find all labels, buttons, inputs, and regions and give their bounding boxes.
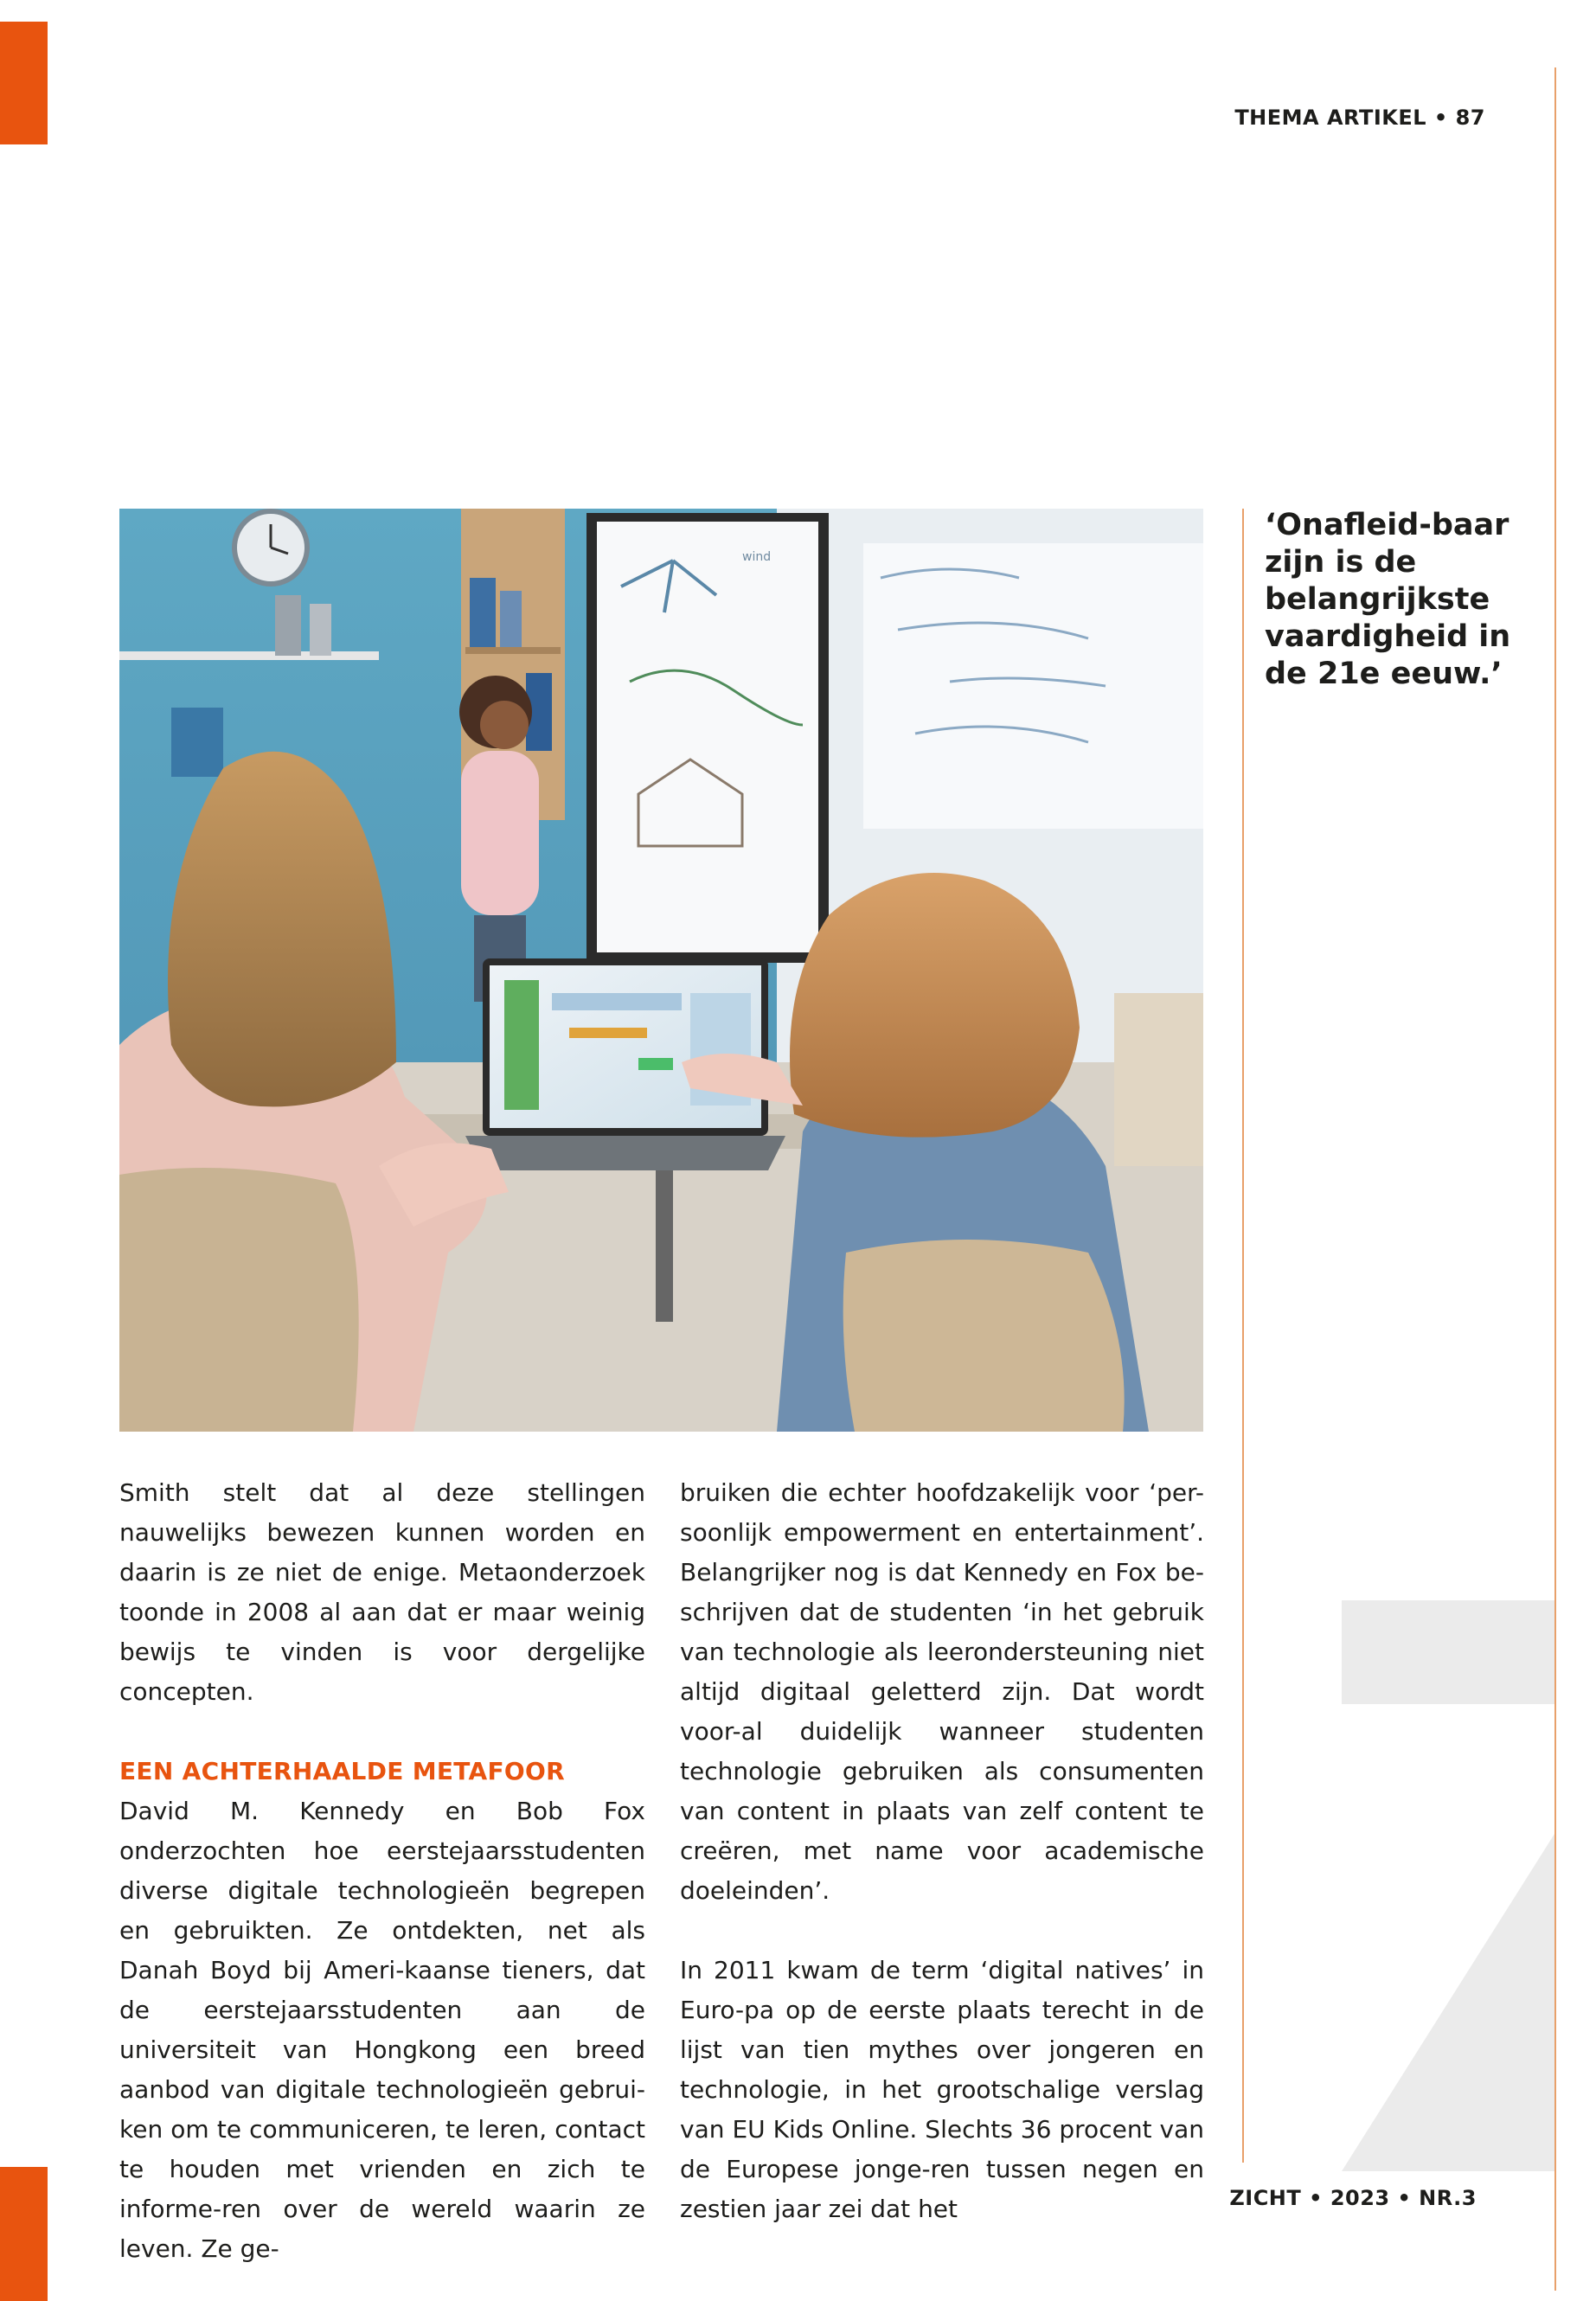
- accent-bar-bottom: [0, 2167, 48, 2301]
- margin-rule: [1554, 67, 1556, 2291]
- paragraph: In 2011 kwam de term ‘digital natives’ in Euro-pa op de eerste plaats terecht in de lijst van tien mythes over jongeren en technologie, in het grootschalige verslag van EU Kids Online. Slechts 36 procent van de Europese jonge-ren tussen negen en zestien jaar zei dat het: [680, 1956, 1204, 2223]
- article-column-left: [119, 1473, 645, 2269]
- paragraph: Smith stelt dat al deze stellingen nauwelijks bewezen kunnen worden en daarin is ze niet de enige. Metaonderzoek toonde in 2008 al aan dat er maar weinig bewijs te vinden is voor dergelijke concepten.: [119, 1478, 645, 1706]
- pull-quote-rule: [1242, 509, 1244, 2163]
- svg-text:wind: wind: [742, 550, 772, 564]
- paragraph: David M. Kennedy en Bob Fox onderzochten hoe eerstejaarsstudenten diverse digitale technologieën begrepen en gebruikten. Ze ontdekten, net als Danah Boyd bij Ameri-kaanse tieners, dat de eerstejaarsstudenten aan de universiteit van Hongkong een breed aanbod van digitale technologieën gebrui-ken om te communiceren, te leren, contact te houden met vrienden en zich te informe-ren over de wereld waarin ze leven. Ze ge-: [119, 1797, 645, 2263]
- article-column-right: [680, 1473, 1204, 2229]
- section-subheading: EEN ACHTERHAALDE METAFOOR: [119, 1757, 565, 1785]
- pull-quote: ‘Onafleid-baar zijn is de belangrijkste vaardigheid in de 21e eeuw.’: [1265, 508, 1511, 691]
- classroom-photo: [119, 509, 1203, 1432]
- decorative-seven-graphic: [1342, 1600, 1554, 2171]
- running-head: THEMA ARTIKEL • 87: [1234, 106, 1485, 130]
- paragraph: bruiken die echter hoofdzakelijk voor ‘per-soonlijk empowerment en entertainment’. Belangrijker nog is dat Kennedy en Fox be-schrijven dat de studenten ‘in het gebruik van technologie als leerondersteuning niet altijd digitaal geletterd zijn. Dat wordt voor-al duidelijk wanneer studenten technologie gebruiken als consumenten van content in plaats van zelf content te creëren, met name voor academische doeleinden’.: [680, 1478, 1204, 1905]
- running-foot: ZICHT • 2023 • NR.3: [1229, 2186, 1477, 2210]
- accent-bar-top: [0, 22, 48, 144]
